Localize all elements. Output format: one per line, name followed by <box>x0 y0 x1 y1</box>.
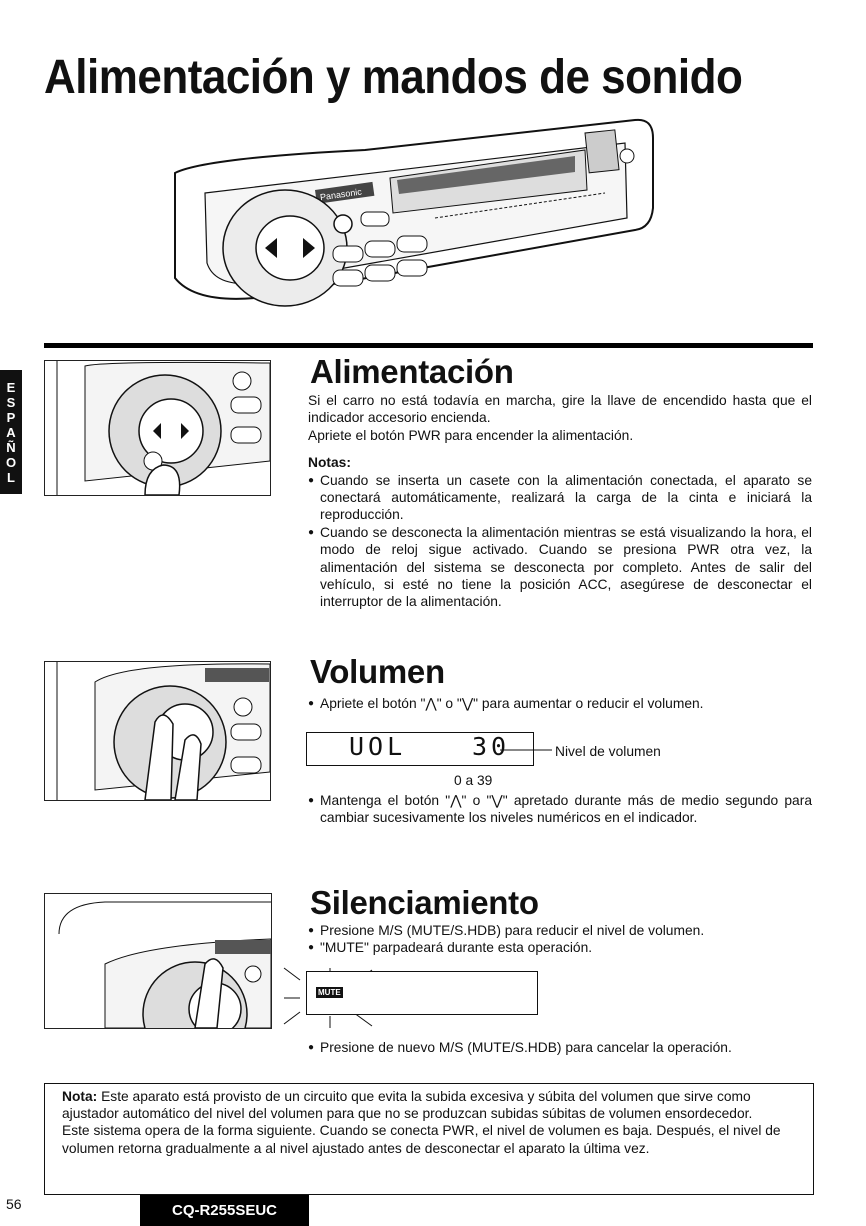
silenciamiento-after <box>308 1039 812 1056</box>
pwr-button-illustration <box>44 360 271 496</box>
alimentacion-text: Si el carro no está todavía en marcha, gire la llave de encendido hasta que el indicador accesorio encienda. <box>308 393 812 426</box>
volumen-title: Volumen <box>310 653 445 690</box>
volume-callout-lines <box>500 740 560 780</box>
volumen-bullet-2: ● Mantenga el botón "⋀" o "⋁" apretado durante más de medio segundo para cambiar sucesivamente los niveles numéricos en el indicador. <box>308 792 812 827</box>
silenciamiento-bullet: ● Presione M/S (MUTE/S.HDB) para reducir el nivel de volumen. <box>308 922 812 939</box>
note-item: ● Cuando se desconecta la alimentación mientras se está visualizando la hora, el modo de reloj sigue activado. Cuando se presiona PWR otra vez, la alimentación del sistema se desconecta por completo. Antes de salir del vehículo, si esté no tiene la posición ACC, asegúrese de desconectar el interruptor de la alimentación. <box>308 524 812 611</box>
nota-p2: Este sistema opera de la forma siguiente. Cuando se conecta PWR, el nivel de volumen es baja. Después, el nivel de volumen retorna gradualmente a al nivel ajustado antes de desconectar el aparato la última vez. <box>62 1123 781 1156</box>
silenciamiento-title: Silenciamiento <box>310 884 539 921</box>
volumen-bullet-2-wrap <box>308 792 812 827</box>
volumen-bullet <box>308 695 812 712</box>
page-title: Alimentación y mandos de sonido <box>44 50 743 104</box>
brand-logo: Panasonic <box>319 186 363 203</box>
mute-button-illustration <box>44 893 272 1029</box>
alimentacion-body <box>308 392 812 611</box>
alimentacion-text: Apriete el botón PWR para encender la alimentación. <box>308 427 634 443</box>
volume-value-readout: 30 <box>472 732 511 761</box>
model-label: CQ-R255SEUC <box>140 1195 309 1226</box>
head-unit-illustration <box>165 98 660 338</box>
note-item: ● Cuando se inserta un casete con la alimentación conectada, el aparato se conectará automáticamente, realizará la carga de la cinta e iniciará la reproducción. <box>308 472 812 524</box>
alimentacion-title: Alimentación <box>310 353 514 390</box>
volume-button-illustration <box>44 661 271 801</box>
mute-indicator: MUTE <box>318 988 341 997</box>
volumen-bullet-1: ● Apriete el botón "⋀" o "⋁" para aumentar o reducir el volumen. <box>308 695 812 712</box>
volume-level-label: Nivel de volumen <box>555 744 661 759</box>
silenciamiento-bullet-after: ● Presione de nuevo M/S (MUTE/S.HDB) para cancelar la operación. <box>308 1039 812 1056</box>
nota-label: Nota: <box>62 1089 98 1104</box>
notes-heading: Notas: <box>308 455 351 471</box>
silenciamiento-bullet: ● "MUTE" parpadeará durante esta operación. <box>308 939 812 956</box>
language-side-tab: E S P A Ñ O L <box>0 370 22 494</box>
page-number: 56 <box>6 1196 22 1212</box>
volume-range-label: 0 a 39 <box>454 773 493 788</box>
section-rule <box>44 343 813 348</box>
mute-display <box>306 971 538 1015</box>
volume-label-readout: UOL <box>349 732 407 761</box>
silenciamiento-bullets <box>308 922 812 957</box>
nota-text <box>62 1088 800 1157</box>
nota-p1: Este aparato está provisto de un circuito que evita la subida excesiva y súbita del volumen que sirve como ajustador automático del nivel del volumen para que no se produzcan subidas súbitas de volumen ensordecedor. <box>62 1089 753 1122</box>
